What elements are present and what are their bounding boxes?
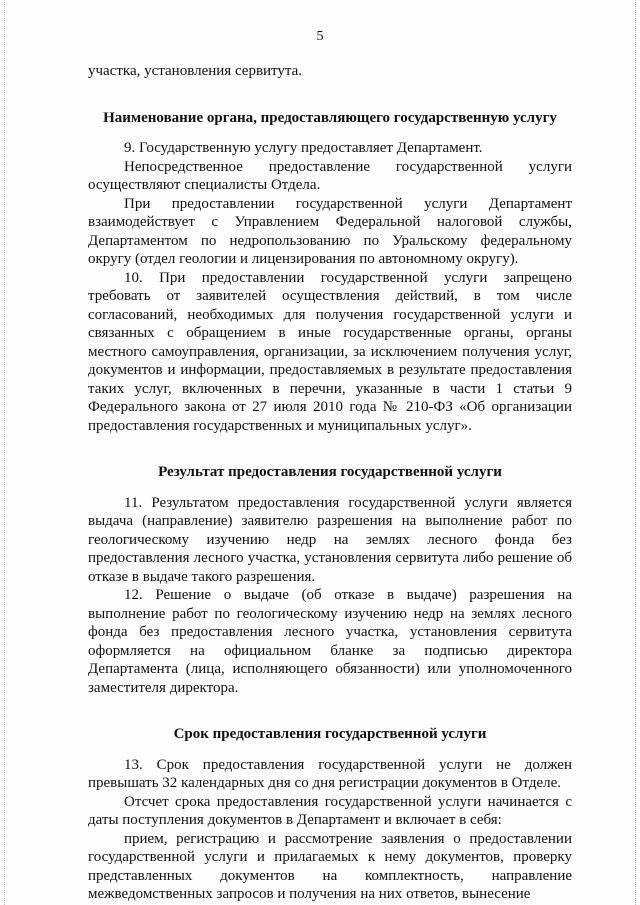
section-heading-result: Результат предоставления государственной услуги bbox=[158, 464, 502, 480]
paragraph-13: 13. Срок предоставления государственной услуги не должен превышать 32 календарных дня со дня регистрации документов в Отделе. bbox=[88, 756, 572, 791]
document-body bbox=[88, 62, 572, 904]
scan-edge-right bbox=[632, 0, 636, 905]
paragraph-9: 9. Государственную услугу предоставляет Департамент. bbox=[124, 140, 483, 156]
scan-edge-left bbox=[4, 0, 8, 905]
paragraph-11: 11. Результатом предоставления государственной услуги является выдача (направление) заявителю разрешения на выполнение работ по геологическому изучению недр на землях лесного фонда без предоставления лесного участка, установления сервитута либо решение об отказе в выдаче такого разрешения. bbox=[88, 494, 572, 585]
paragraph-10: 10. При предоставлении государственной услуги запрещено требовать от заявителей осуществления действий, в том числе согласований, необходимых для получения государственной услуги и связанных с обращением в иные государственные органы, органы местного самоуправления, организации, за исключением получения услуг, документов и информации, предоставляемых в результате предоставления таких услуг, включенных в перечни, указанные в части 1 статьи 9 Федерального закона от 27 июля 2010 года № 210-ФЗ «Об организации предоставления государственных и муниципальных услуг». bbox=[88, 269, 572, 434]
section-heading-authority: Наименование органа, предоставляющего государственную услугу bbox=[103, 109, 557, 126]
section-heading-term: Срок предоставления государственной услуги bbox=[173, 726, 487, 742]
paragraph-continuation: участка, установления сервитута. bbox=[88, 63, 303, 79]
paragraph-term-includes: прием, регистрацию и рассмотрение заявления о предоставлении государственной услуги и прилагаемых к нему документов, проверку представленных документов на комплектность, направление межведомственных запросов и получения на них ответов, вынесение bbox=[88, 830, 572, 902]
paragraph-12: 12. Решение о выдаче (об отказе в выдаче) разрешения на выполнение работ по геологическому изучению недр на землях лесного фонда без предоставления лесного участка, установления сервитута оформляется на официальном бланке за подписью директора Департамента (лица, исполняющего обязанности) или уполномоченного заместителя директора. bbox=[88, 587, 572, 696]
page-number: 5 bbox=[316, 29, 324, 44]
paragraph-term-start: Отсчет срока предоставления государственной услуги начинается с даты поступления документов в Департамент и включает в себя: bbox=[88, 793, 572, 828]
paragraph-direct-provision: Непосредственное предоставление государственной услуги осуществляют специалисты Отдела. bbox=[88, 158, 572, 193]
paragraph-interaction: При предоставлении государственной услуги Департамент взаимодействует с Управлением Федеральной налоговой службы, Департаментом по недропользованию по Уральскому федеральному округу (отдел геологии и лицензирования по автономному округу). bbox=[88, 195, 572, 267]
